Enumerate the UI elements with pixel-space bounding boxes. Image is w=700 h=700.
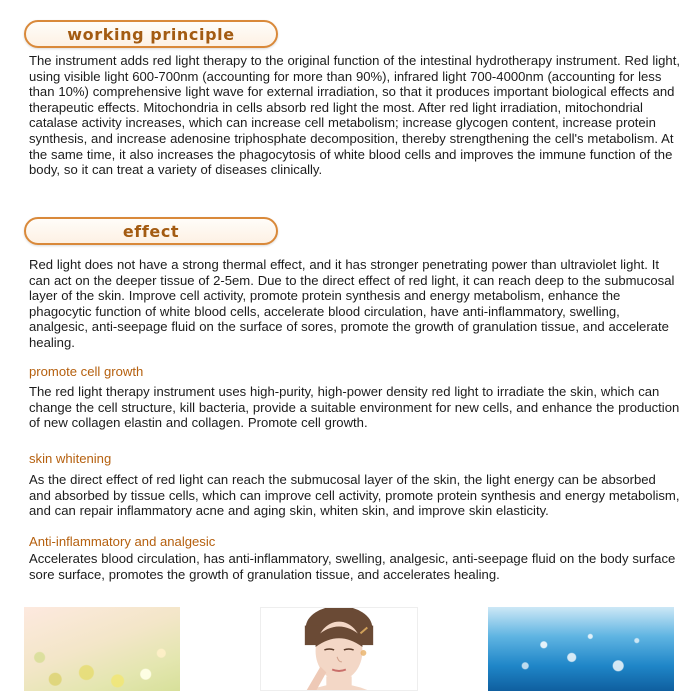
paragraph-skin-whitening: As the direct effect of red light can reach the submucosal layer of the skin, the light energy can be absorbed and absorbed by tissue cells, which can improve cell activity, promote protein synthesis and energy metabolism, and can repair inflammatory acne and aging skin, whiten skin, and improve skin elasticity. — [29, 472, 680, 519]
section-title-effect — [24, 217, 278, 245]
paragraph-anti-inflammatory: Accelerates blood circulation, has anti-inflammatory, swelling, analgesic, anti-seepage fluid on the body surface sore surface, promotes the growth of granulation tissue, and accelerates healing. — [29, 551, 676, 582]
cells-photo — [24, 607, 180, 691]
section-title-text: effect — [122, 221, 180, 241]
water-bubbles-photo — [488, 607, 674, 691]
subheading-anti-inflammatory: Anti-inflammatory and analgesic — [29, 534, 216, 549]
subheading-skin-whitening: skin whitening — [29, 451, 112, 466]
section-title-text: working principle — [67, 24, 235, 44]
paragraph-effect: Red light does not have a strong thermal effect, and it has stronger penetrating power than ultraviolet light. It can act on the deeper tissue of 2-5em. Due to the direct effect of red light, it can reach deep to the submucosal layer of the skin. Improve cell activity, promote protein synthesis and energy metabolism, enhance the phagocytic function of white blood cells, accelerate blood circulation, have anti-inflammatory, swelling, analgesic, anti-seepage fluid on the surface of sores, promote the growth of granulation tissue, and accelerate healing. — [29, 257, 675, 350]
face-illustration — [261, 608, 417, 690]
face-photo — [260, 607, 418, 691]
paragraph-working-principle: The instrument adds red light therapy to the original function of the intestinal hydrotherapy instrument. Red light, using visible light 600-700nm (accounting for more than 90%), infrared light 700-4000nm (accounting for less than 10%) comprehensive light wave for external irradiation, so that it produces important biological effects and therapeutic effects. Mitochondria in cells absorb red light the most. After red light irradiation, mitochondrial catalase activity increases, which can increase cell metabolism; increase glycogen content, increase protein synthesis, and increase adenosine triphosphate decomposition, thereby strengthening the cell's metabolism. At the same time, it also increases the phagocytosis of white blood cells and improves the immune function of the body, so it can treat a variety of diseases clinically. — [29, 53, 680, 178]
paragraph-promote-cell-growth: The red light therapy instrument uses high-purity, high-power density red light to irradiate the skin, which can change the cell structure, kill bacteria, provide a suitable environment for new cells, and enhance the production of new collagen elastin and collagen. Promote cell growth. — [29, 384, 680, 431]
subheading-promote-cell-growth: promote cell growth — [29, 364, 144, 379]
section-title-working-principle — [24, 20, 278, 48]
